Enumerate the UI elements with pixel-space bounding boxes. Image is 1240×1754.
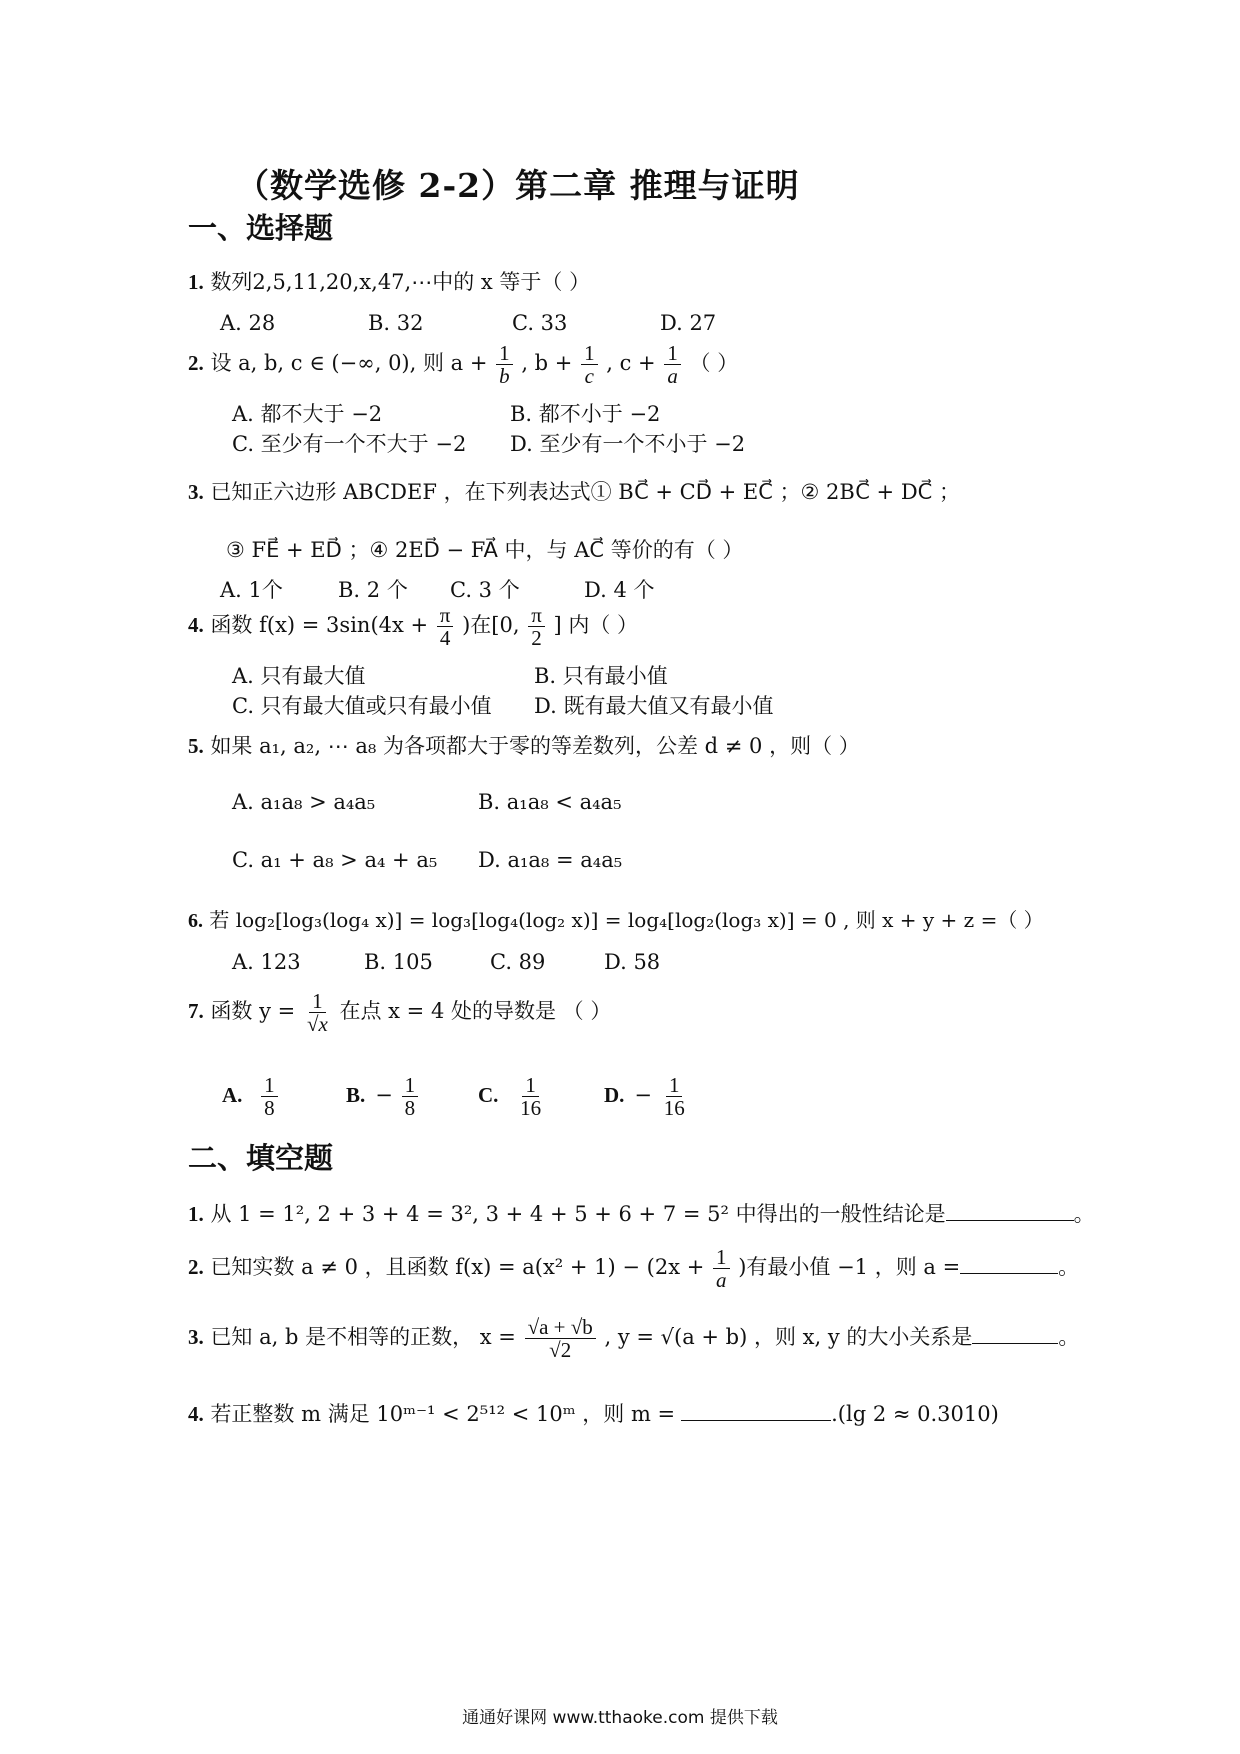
- fraction: $\frac{1}{b}$: [496, 342, 513, 387]
- fraction: $\frac{1}{16}$: [663, 1073, 685, 1121]
- question-3: 3. 已知正六边形 ABCDEF ，在下列表达式① BC⃗ + CD⃗ + EC⃗ ；② 2BC⃗ + DC⃗ ；: [188, 480, 961, 504]
- fraction: $\frac{1}{16}$: [520, 1073, 542, 1121]
- q6-option-d: D. 58: [604, 950, 661, 974]
- q5-option-a: A. a₁a₈ > a₄a₅: [232, 790, 376, 814]
- question-6: 6. 若 log₂[log₃(log₄ x)] = log₃[log₄(log₂ x)] = log₄[log₂(log₃ x)] = 0 , 则 x + y + z =（ ）: [188, 908, 1044, 932]
- fraction: $\frac{1}{8}$: [261, 1074, 278, 1119]
- answer-blank[interactable]: [972, 1343, 1058, 1344]
- page-title: （数学选修 2-2）第二章 推理与证明: [236, 166, 800, 205]
- q4-option-d: D. 既有最大值又有最小值: [534, 694, 774, 718]
- q4-option-a: A. 只有最大值: [232, 664, 366, 688]
- q3-option-c: C. 3 个: [450, 578, 520, 602]
- q3-option-d: D. 4 个: [584, 578, 655, 602]
- q2-option-b: B. 都不小于 −2: [510, 402, 661, 426]
- fill-question-3: 3. 已知 a, b 是不相等的正数， x = $\frac{√a + √b}{√2}$ , y = √(a + b) ，则 x, y 的大小关系是 。: [188, 1315, 1080, 1363]
- fraction: $\frac{√a + √b}{√2}$: [525, 1316, 596, 1361]
- section-heading-fill: 二、填空题: [188, 1141, 334, 1175]
- question-7: 7. 函数 y = $\frac{1}{√x}$ 在点 x = 4 处的导数是 （ ）: [188, 989, 612, 1037]
- q4-option-b: B. 只有最小值: [534, 664, 668, 688]
- question-2: 2. 设 a, b, c ∈ (−∞, 0), 则 a + $\frac{1}{b}$ , b + $\frac{1}{c}$ , c + $\frac{1}{a}$ （ ）: [188, 341, 739, 389]
- fill-question-2: 2. 已知实数 a ≠ 0 ，且函数 f(x) = a(x² + 1) − (2x + $\frac{1}{a}$ )有最小值 −1 ，则 a = 。: [188, 1245, 1080, 1293]
- answer-blank[interactable]: [681, 1420, 831, 1421]
- fraction: $\frac{1}{a}$: [664, 342, 681, 387]
- footer-source: 通通好课网 www.tthaoke.com 提供下载: [462, 1708, 778, 1728]
- question-4: 4. 函数 f(x) = 3sin(4x + $\frac{\pi}{4}$ )在[0, $\frac{\pi}{2}$ ] 内（ ）: [188, 603, 639, 651]
- q3-option-b: B. 2 个: [338, 578, 408, 602]
- q5-option-b: B. a₁a₈ < a₄a₅: [478, 790, 622, 814]
- fraction: $\frac{1}{a}$: [713, 1246, 730, 1291]
- q6-option-a: A. 123: [232, 950, 301, 974]
- q2-option-d: D. 至少有一个不小于 −2: [510, 432, 746, 456]
- fraction: $\frac{1}{√x}$: [306, 989, 328, 1037]
- answer-blank[interactable]: [946, 1220, 1074, 1221]
- question-3-line-2: ③ FE⃗ + ED⃗ ；④ 2ED⃗ − FA⃗ 中，与 AC⃗ 等价的有（ ）: [226, 538, 744, 562]
- q7-option-d: D. − $\frac{1}{16}$: [604, 1074, 690, 1119]
- q6-option-c: C. 89: [490, 950, 546, 974]
- q1-option-d: D. 27: [660, 311, 717, 335]
- q7-option-a: A. $\frac{1}{8}$: [222, 1074, 280, 1119]
- q1-option-c: C. 33: [512, 311, 568, 335]
- q6-option-b: B. 105: [364, 950, 433, 974]
- fraction: $\frac{\pi}{2}$: [528, 604, 545, 649]
- q4-option-c: C. 只有最大值或只有最小值: [232, 694, 492, 718]
- fraction: $\frac{1}{8}$: [402, 1074, 419, 1119]
- q7-option-c: C. $\frac{1}{16}$: [478, 1074, 546, 1119]
- fraction: $\frac{1}{c}$: [581, 342, 598, 387]
- q2-option-c: C. 至少有一个不大于 −2: [232, 432, 467, 456]
- q1-option-b: B. 32: [368, 311, 424, 335]
- section-heading-choice: 一、选择题: [188, 211, 334, 245]
- q5-option-d: D. a₁a₈ = a₄a₅: [478, 848, 623, 872]
- q5-option-c: C. a₁ + a₈ > a₄ + a₅: [232, 848, 438, 872]
- answer-blank[interactable]: [960, 1273, 1058, 1274]
- q7-option-b: B. − $\frac{1}{8}$: [346, 1074, 420, 1119]
- fraction: $\frac{\pi}{4}$: [437, 604, 454, 649]
- q3-option-a: A. 1个: [220, 578, 283, 602]
- question-1: 1. 数列2,5,11,20,x,47,⋯中的 x 等于（ ）: [188, 270, 591, 294]
- q2-option-a: A. 都不大于 −2: [232, 402, 383, 426]
- fill-question-1: 1. 从 1 = 1², 2 + 3 + 4 = 3², 3 + 4 + 5 + 6 + 7 = 5² 中得出的一般性结论是 。: [188, 1202, 1095, 1226]
- question-5: 5. 如果 a₁, a₂, ⋯ a₈ 为各项都大于零的等差数列，公差 d ≠ 0 ，则（ ）: [188, 734, 860, 758]
- fill-question-4: 4. 若正整数 m 满足 10ᵐ⁻¹ < 2⁵¹² < 10ᵐ ，则 m = .(lg 2 ≈ 0.3010): [188, 1402, 999, 1426]
- q1-option-a: A. 28: [220, 311, 276, 335]
